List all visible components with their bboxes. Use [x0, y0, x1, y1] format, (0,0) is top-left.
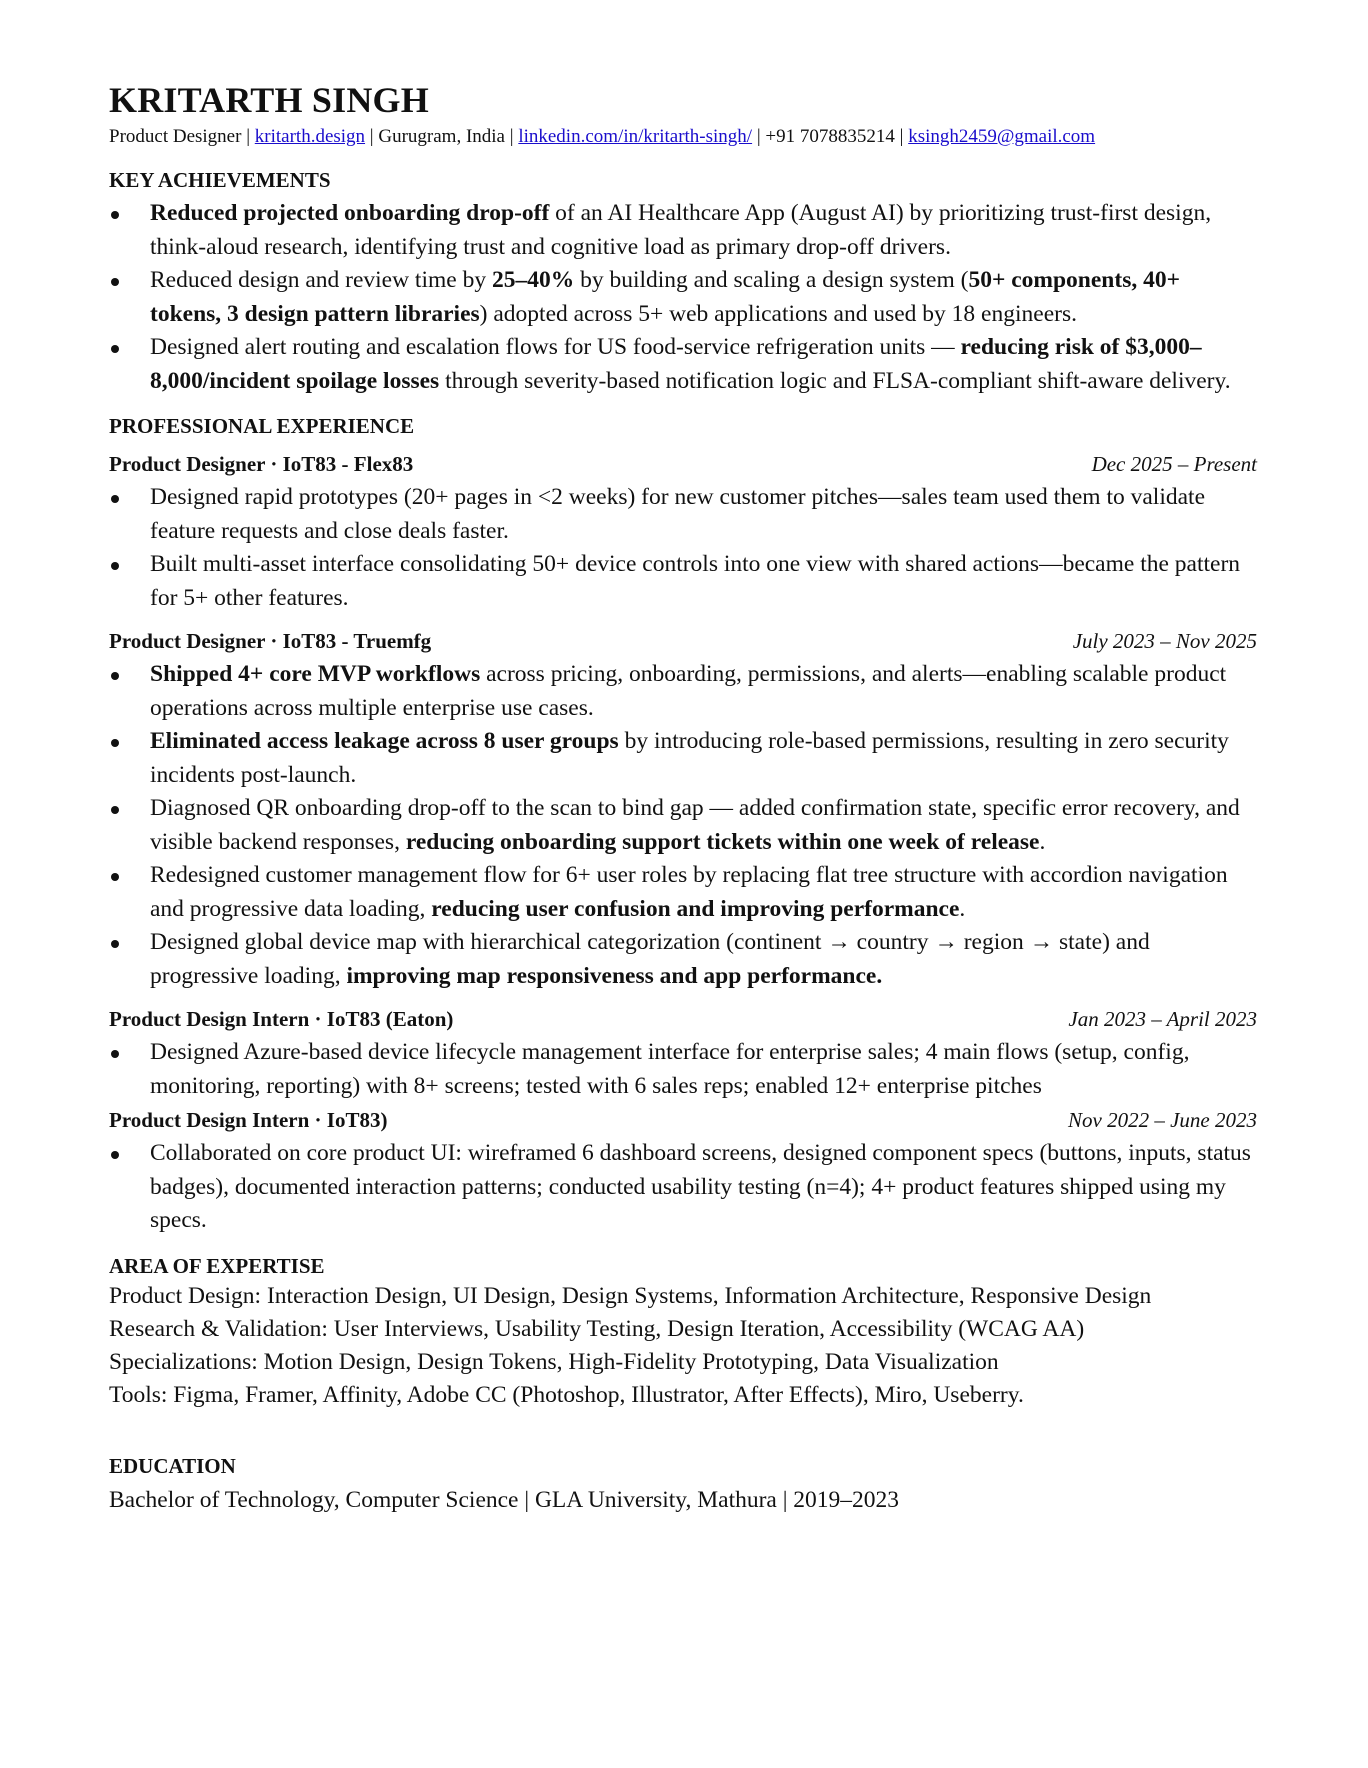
role-title: Product Design Intern · IoT83 (Eaton) — [109, 1007, 454, 1031]
bullet-text: through severity-based notification logic and FLSA-compliant shift-aware delivery. — [439, 367, 1231, 394]
bullet-dot-icon — [111, 562, 119, 570]
bullet-text: Designed Azure-based device lifecycle management interface for enterprise sales; 4 main flows (setup, config, monitoring, reporting) with 8+ screens; tested with 6 sales reps; enabled 12+ enterprise pitches — [150, 1039, 1190, 1099]
bullet-item — [109, 197, 1257, 264]
experience-role-truemfg — [109, 627, 1257, 993]
bullet-text: Reduced design and review time by — [150, 267, 492, 293]
role-bullets — [109, 1036, 1257, 1103]
bullet-item — [109, 331, 1257, 398]
role-header — [109, 1106, 1257, 1134]
contact-role: Product Designer — [109, 126, 242, 147]
bullet-item — [109, 1137, 1257, 1238]
separator: | — [894, 126, 909, 147]
role-date: Dec 2025 – Present — [1091, 452, 1257, 476]
separator: | — [752, 126, 766, 147]
role-bullets — [109, 1137, 1257, 1238]
role-date: Nov 2022 – June 2023 — [1068, 1108, 1257, 1132]
bullet-item — [109, 658, 1257, 725]
bullet-item — [109, 1036, 1257, 1103]
separator: | — [365, 126, 379, 147]
section-title-education: EDUCATION — [109, 1453, 236, 1478]
bullet-text: Collaborated on core product UI: wireframed 6 dashboard screens, designed component specs (buttons, inputs, status badges), documented interaction patterns; conducted usability testing (n=4); 4+ product features shipped using my specs. — [150, 1140, 1251, 1233]
portfolio-link[interactable]: kritarth.design — [254, 126, 366, 147]
role-date: Jan 2023 – April 2023 — [1068, 1007, 1257, 1031]
role-bullets — [109, 481, 1257, 615]
bullet-text-bold: reducing onboarding support tickets within one week of release — [405, 828, 1040, 855]
bullet-item — [109, 548, 1257, 615]
separator: | — [505, 126, 519, 147]
section-title-achievements: KEY ACHIEVEMENTS — [109, 168, 331, 192]
bullet-text: . — [1039, 828, 1046, 855]
role-header — [109, 450, 1257, 478]
role-title: Product Designer · IoT83 - Truemfg — [109, 629, 432, 653]
bullet-item — [109, 264, 1257, 331]
bullet-text: Built multi-asset interface consolidating 50+ device controls into one view with shared actions—became the pattern for 5+ other features. — [150, 551, 1241, 611]
bullet-text: Designed rapid prototypes (20+ pages in <2 weeks) for new customer pitches—sales team used them to validate feature requests and close deals faster. — [150, 484, 1205, 544]
bullet-text: Redesigned customer management flow for 6+ user roles by replacing flat tree structure with accordion navigation and progressive data loading, — [150, 862, 1228, 922]
bullet-dot-icon — [111, 495, 119, 503]
bullet-text: Diagnosed QR onboarding drop-off to the scan to bind gap — added confirmation state, specific error recovery, and visible backend responses, — [150, 795, 1240, 855]
email-link[interactable]: ksingh2459@gmail.com — [908, 126, 1096, 147]
bullet-text-bold: 50+ components, 40+ tokens, 3 design pattern libraries — [150, 267, 1180, 327]
role-bullets — [109, 658, 1257, 993]
bullet-text-bold: 25–40% — [491, 267, 575, 293]
bullet-text: by building and scaling a design system ( — [574, 267, 969, 293]
role-title: Product Design Intern · IoT83) — [109, 1108, 388, 1132]
contact-phone: +91 7078835214 — [765, 126, 895, 147]
bullet-text-bold: Reduced projected onboarding drop-off — [150, 200, 550, 226]
role-date: July 2023 – Nov 2025 — [1072, 629, 1257, 653]
separator: | — [241, 126, 255, 147]
bullet-text: across pricing, onboarding, permissions, and alerts—enabling scalable product operations across multiple enterprise use cases. — [150, 661, 1227, 721]
expertise-tools: Tools: Figma, Framer, Affinity, Adobe CC (Photoshop, Illustrator, After Effects), Miro, Useberry. — [109, 1381, 1024, 1408]
bullet-dot-icon — [111, 1151, 119, 1159]
resume-page — [109, 78, 1257, 1517]
bullet-dot-icon — [111, 278, 119, 286]
bullet-text: Designed alert routing and escalation flows for US food-service refrigeration units — — [150, 334, 961, 360]
bullet-dot-icon — [111, 672, 119, 680]
bullet-item — [109, 926, 1257, 993]
bullet-dot-icon — [111, 739, 119, 747]
role-title: Product Designer · IoT83 - Flex83 — [109, 452, 414, 476]
achievements-list — [109, 197, 1257, 398]
bullet-text-bold: reducing risk of $3,000–8,000/incident spoilage losses — [150, 334, 1202, 394]
experience-role-eaton — [109, 1005, 1257, 1103]
bullet-text: of an AI Healthcare App (August AI) by prioritizing trust-first design, think-aloud research, identifying trust and cognitive load as primary drop-off drivers. — [150, 200, 1212, 260]
bullet-dot-icon — [111, 940, 119, 948]
expertise-block — [109, 1280, 1257, 1412]
linkedin-link[interactable]: linkedin.com/in/kritarth-singh/ — [518, 126, 753, 147]
bullet-text-bold: reducing user confusion and improving performance — [431, 895, 960, 922]
bullet-dot-icon — [111, 1050, 119, 1058]
contact-line — [109, 124, 1257, 150]
section-title-expertise: AREA OF EXPERTISE — [109, 1253, 325, 1278]
section-title-experience: PROFESSIONAL EXPERIENCE — [109, 414, 415, 438]
role-header — [109, 1005, 1257, 1033]
experience-role-intern — [109, 1106, 1257, 1238]
contact-location: Gurugram, India — [378, 126, 505, 147]
expertise-product-design: Product Design: Interaction Design, UI Design, Design Systems, Information Architecture, Responsive Design — [109, 1282, 1152, 1309]
bullet-text: . — [959, 895, 966, 922]
bullet-dot-icon — [111, 345, 119, 353]
bullet-dot-icon — [111, 211, 119, 219]
bullet-item — [109, 481, 1257, 548]
role-header — [109, 627, 1257, 655]
bullet-item — [109, 725, 1257, 792]
bullet-item — [109, 792, 1257, 859]
bullet-text-bold: Shipped 4+ core MVP workflows — [150, 661, 481, 687]
expertise-research: Research & Validation: User Interviews, Usability Testing, Design Iteration, Accessibility (WCAG AA) — [109, 1315, 1085, 1342]
education-line: Bachelor of Technology, Computer Science | GLA University, Mathura | 2019–2023 — [109, 1486, 900, 1513]
experience-role-flex83 — [109, 450, 1257, 615]
bullet-item — [109, 859, 1257, 926]
bullet-text: by introducing role-based permissions, resulting in zero security incidents post-launch. — [150, 728, 1229, 788]
expertise-specializations: Specializations: Motion Design, Design Tokens, High-Fidelity Prototyping, Data Visualization — [109, 1348, 999, 1375]
bullet-dot-icon — [111, 873, 119, 881]
bullet-text-bold: Eliminated access leakage across 8 user groups — [150, 728, 619, 754]
bullet-text-bold: improving map responsiveness and app performance. — [346, 962, 883, 989]
bullet-dot-icon — [111, 806, 119, 814]
candidate-name: KRITARTH SINGH — [109, 80, 429, 120]
bullet-text: Designed global device map with hierarchical categorization (continent → country → region → state) and progressive loading, — [150, 929, 1150, 989]
bullet-text: ) adopted across 5+ web applications and used by 18 engineers. — [479, 300, 1077, 327]
